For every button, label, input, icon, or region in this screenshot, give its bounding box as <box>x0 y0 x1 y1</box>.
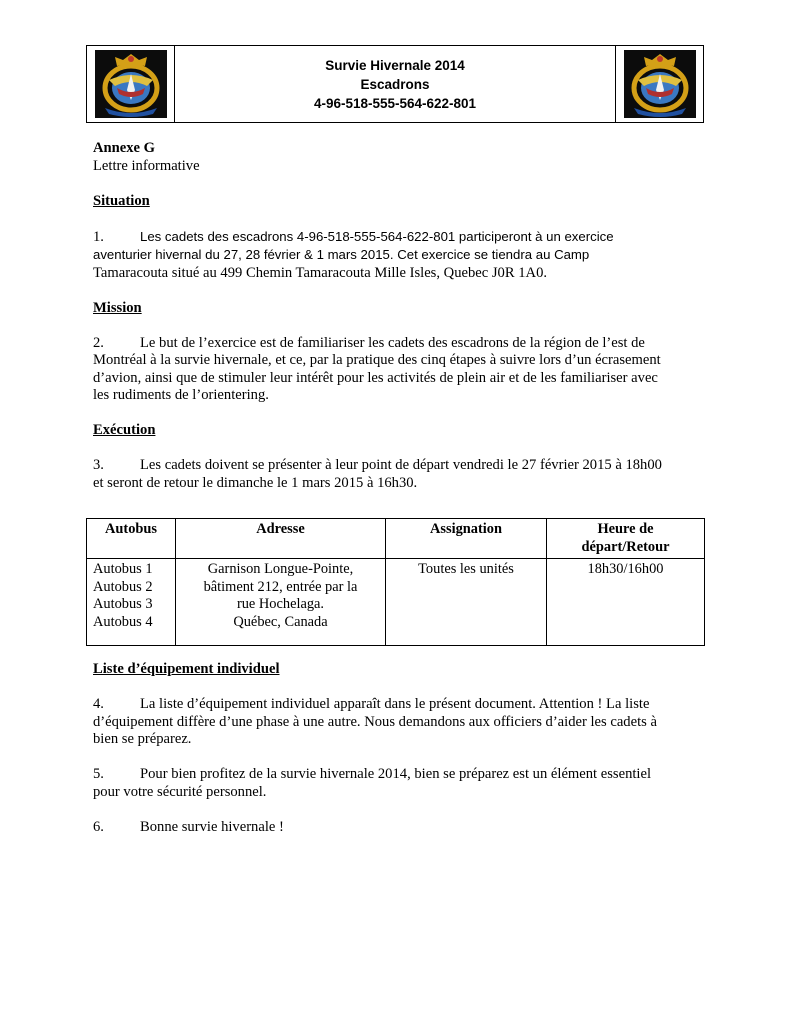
bus-item: Autobus 4 <box>93 613 153 630</box>
situation-line-2: aventurier hivernal du 27, 28 février & 1 mars 2015. Cet exercice se tiendra au Camp <box>93 247 590 262</box>
address-line: Garnison Longue-Pointe, <box>207 561 354 577</box>
equipment-paragraph-4 <box>93 696 708 749</box>
paragraph-number: 2. <box>93 334 104 351</box>
column-header-heure-line-1: Heure de <box>597 521 654 537</box>
address-line: Québec, Canada <box>233 613 328 630</box>
header-logo-left <box>87 46 175 122</box>
equipment-p5-line-2: pour votre sécurité personnel. <box>93 783 267 800</box>
header-subtitle: Escadrons <box>360 77 430 92</box>
document-body-lower <box>93 661 708 836</box>
column-header-autobus: Autobus <box>87 519 176 559</box>
paragraph-number: 3. <box>93 457 104 473</box>
assignation-cell: Toutes les unités <box>386 559 547 646</box>
header-squadron-numbers: 4-96-518-555-564-622-801 <box>313 96 477 111</box>
document-body <box>93 140 708 492</box>
execution-paragraph <box>93 457 708 492</box>
situation-heading: Situation <box>93 192 150 209</box>
bus-item: Autobus 1 <box>93 561 153 577</box>
column-header-heure-line-2: départ/Retour <box>581 538 670 555</box>
bus-table <box>86 518 705 646</box>
annex-subtitle: Lettre informative <box>93 157 200 174</box>
mission-line-4: les rudiments de l’orientering. <box>93 387 269 403</box>
mission-heading: Mission <box>93 299 142 316</box>
time-cell: 18h30/16h00 <box>547 559 705 646</box>
column-header-assignation: Assignation <box>386 519 547 559</box>
bus-item: Autobus 2 <box>93 578 153 595</box>
address-line: bâtiment 212, entrée par la <box>203 578 358 595</box>
squadron-crest-icon <box>95 50 167 118</box>
situation-line-1: Les cadets des escadrons 4-96-518-555-564-622-801 participeront à un exercice <box>140 228 614 244</box>
column-header-heure <box>547 519 705 559</box>
address-cell <box>176 559 386 646</box>
equipment-p4-line-1: La liste d’équipement individuel apparaît dans le présent document. Attention ! La liste <box>140 696 650 712</box>
execution-line-1: Les cadets doivent se présenter à leur point de départ vendredi le 27 février 2015 à 18h00 <box>140 457 662 473</box>
equipment-p4-line-2: d’équipement diffère d’une phase à une autre. Nous demandons aux officiers d’aider les cadets à <box>93 713 657 730</box>
annex-title: Annexe G <box>93 140 156 156</box>
address-line: rue Hochelaga. <box>236 596 325 612</box>
mission-line-1: Le but de l’exercice est de familiariser les cadets des escadrons de la région de l’est de <box>140 334 645 351</box>
paragraph-number: 6. <box>93 818 104 835</box>
header-title: Survie Hivernale 2014 <box>325 58 465 73</box>
squadron-crest-icon <box>624 50 696 118</box>
column-header-adresse: Adresse <box>176 519 386 559</box>
bus-list-cell <box>87 559 176 646</box>
header-title-block <box>175 56 615 113</box>
paragraph-number: 5. <box>93 766 104 782</box>
execution-line-2: et seront de retour le dimanche le 1 mars 2015 à 16h30. <box>93 474 418 491</box>
mission-line-3: d’avion, ainsi que de stimuler leur intérêt pour les activités de plein air et de les familiariser avec <box>93 369 658 386</box>
mission-paragraph <box>93 335 708 405</box>
table-header-row <box>87 519 705 559</box>
header-logo-right <box>615 46 703 122</box>
equipment-paragraph-6 <box>93 819 708 837</box>
situation-paragraph <box>93 228 708 283</box>
document-header <box>86 45 704 123</box>
equipment-p6-line-1: Bonne survie hivernale ! <box>140 818 284 835</box>
mission-line-2: Montréal à la survie hivernale, et ce, par la pratique des cinq étapes à suivre lors d’un écrasement <box>93 352 661 368</box>
bus-item: Autobus 3 <box>93 596 153 612</box>
situation-line-3: Tamaracouta situé au 499 Chemin Tamaracouta Mille Isles, Quebec J0R 1A0. <box>93 264 548 281</box>
paragraph-number: 4. <box>93 696 104 712</box>
equipment-p5-line-1: Pour bien profitez de la survie hivernale 2014, bien se préparez est un élément essentiel <box>140 766 652 782</box>
equipment-p4-line-3: bien se préparez. <box>93 731 192 747</box>
equipment-paragraph-5 <box>93 766 708 801</box>
equipment-heading: Liste d’équipement individuel <box>93 661 280 677</box>
paragraph-number: 1. <box>93 228 104 245</box>
execution-heading: Exécution <box>93 422 156 438</box>
table-row <box>87 559 705 646</box>
